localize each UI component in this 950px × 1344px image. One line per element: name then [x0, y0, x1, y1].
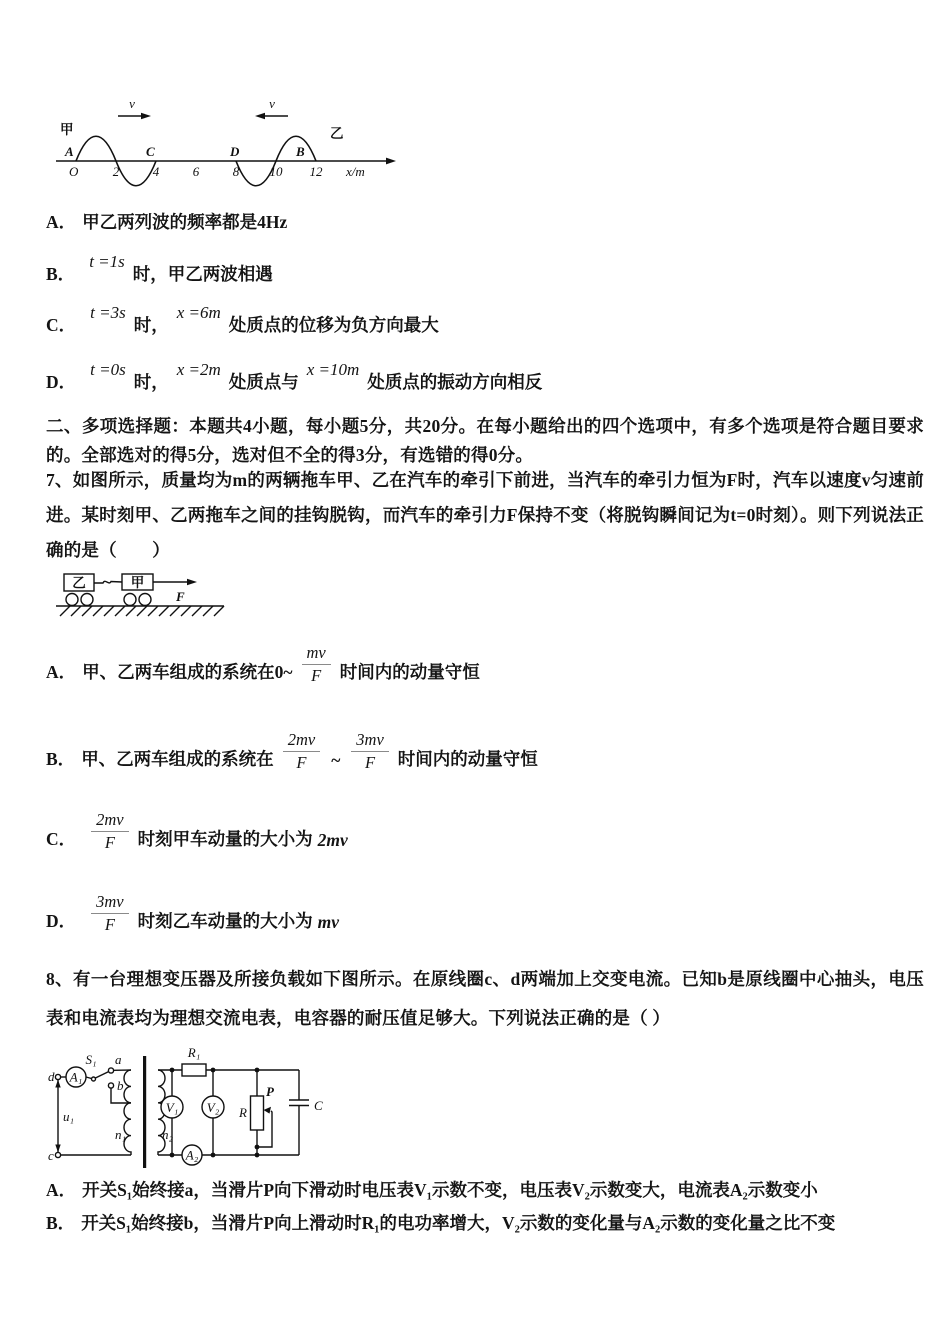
wave-jia-label: 甲 — [60, 122, 74, 137]
point-D-label: D — [230, 144, 240, 159]
slider-p-label: P — [266, 1084, 274, 1099]
terminal-b — [108, 1083, 113, 1088]
option-text: 开关S₁始终接b，当滑片P向上滑动时R₁的电功率增大，V₂示数的变化量与A₂示数的变化量之比不变 — [81, 1213, 836, 1233]
momentum-value: 2mv — [317, 829, 348, 850]
rheostat-r-label: R — [239, 1105, 247, 1120]
tick-2: 2 — [112, 164, 120, 179]
input-voltage-label: u₁ — [63, 1109, 75, 1124]
fraction-2mv-over-F: $\frac{2mv}{F}$ — [283, 731, 321, 772]
option-text: 时， — [133, 315, 169, 335]
axis-unit-label: x/m — [346, 164, 365, 179]
option-text: 时，甲乙两波相遇 — [132, 264, 273, 284]
voltage-arrow-down — [55, 1145, 60, 1153]
option-text: 时刻甲车动量的大小为 — [137, 828, 313, 849]
secondary-turns-label: n₂ — [162, 1127, 174, 1142]
wave-x-axis-arrow — [386, 158, 396, 165]
wave-figure — [48, 94, 408, 189]
coupling-hook — [94, 581, 122, 583]
q6-option-c — [46, 303, 439, 337]
tick-8: 8 — [232, 164, 240, 179]
tick-6: 6 — [192, 164, 200, 179]
terminal-a-label: a — [115, 1052, 122, 1067]
primary-coil — [124, 1070, 131, 1155]
momentum-value: mv — [317, 911, 340, 932]
q7-option-a — [46, 643, 480, 684]
terminal-c-label: c — [48, 1148, 54, 1163]
wave-yi-label: 乙 — [330, 126, 344, 141]
terminal-d — [55, 1074, 60, 1079]
option-letter: A． — [46, 661, 77, 682]
fraction-3mv-over-F: $\frac{3mv}{F}$ — [91, 893, 129, 934]
q6-option-b — [46, 252, 273, 286]
q7-option-b — [46, 730, 538, 771]
velocity-label-right: v — [129, 96, 135, 111]
force-arrow-head — [187, 579, 197, 585]
option-letter: B． — [46, 1213, 76, 1233]
terminal-b-label: b — [117, 1078, 124, 1093]
tick-4: 4 — [152, 164, 160, 179]
switch-hinge — [92, 1077, 96, 1081]
junction-dot — [170, 1153, 175, 1158]
resistor-r1-label: R₁ — [187, 1045, 201, 1060]
option-letter: D． — [46, 910, 77, 931]
switch-s1-label: S₁ — [85, 1052, 97, 1067]
option-letter: B． — [46, 264, 76, 284]
q8-stem: 8、有一台理想变压器及所接负载如下图所示。在原线圈c、d两端加上交变电流。已知b是原线圈中心抽头，电压表和电流表均为理想交流电表，电容器的耐压值足够大。下列说法正确的是（ ） — [46, 969, 924, 1028]
resistor-r1 — [182, 1064, 206, 1076]
q6-option-a — [46, 209, 287, 234]
option-text: 甲乙两列波的频率都是4Hz — [82, 212, 288, 232]
force-label: F — [176, 589, 185, 604]
option-text: 甲、乙两车组成的系统在 — [81, 748, 274, 769]
q7-option-d — [46, 892, 339, 933]
voltmeter-v2-label: V₂ — [206, 1100, 220, 1115]
rheostat-r — [251, 1096, 264, 1130]
cart-yi-wheel — [81, 594, 93, 606]
slider-arrow-head — [264, 1107, 272, 1114]
option-text: 时间内的动量守恒 — [397, 748, 538, 769]
tick-10: 10 — [269, 164, 283, 179]
point-C-label: C — [146, 144, 155, 159]
section-2-header: 二、多项选择题：本题共4小题，每小题5分，共20分。在每小题给出的四个选项中，有多个选项是符合题目要求的。全部选对的得5分，选对但不全的得3分，有选错的得0分。 — [46, 416, 924, 465]
junction-dot — [255, 1145, 260, 1150]
transformer-circuit-figure — [45, 1040, 340, 1185]
velocity-arrow-right-head — [141, 113, 151, 119]
option-letter: D． — [46, 372, 77, 392]
cart-jia-wheel — [124, 594, 136, 606]
option-text: 处质点的位移为负方向最大 — [228, 315, 439, 335]
voltmeter-v1-label: V₁ — [165, 1100, 179, 1115]
ammeter-a1-label: A₁ — [69, 1069, 83, 1085]
option-text: 处质点与 — [228, 372, 299, 392]
option-text: 甲、乙两车组成的系统在0~ — [82, 661, 293, 682]
velocity-arrow-left-head — [255, 113, 265, 119]
fraction-mv-over-F: $\frac{mv}{F}$ — [302, 644, 331, 685]
primary-turns-label: n₁ — [114, 1127, 126, 1142]
option-letter: B． — [46, 748, 76, 769]
q7-option-c — [46, 810, 348, 851]
cart-jia-label: 甲 — [130, 575, 145, 590]
q8-option-b — [46, 1210, 835, 1235]
wire — [86, 1077, 92, 1079]
junction-dot — [211, 1153, 216, 1158]
origin-label: O — [69, 164, 79, 179]
option-letter: A． — [46, 212, 77, 232]
option-letter: A． — [46, 1180, 77, 1200]
terminal-c — [55, 1152, 60, 1157]
fraction-2mv-over-F: $\frac{2mv}{F}$ — [91, 811, 129, 852]
option-text: 时， — [133, 372, 169, 392]
terminal-d-label: d — [48, 1069, 55, 1084]
option-text: 时刻乙车动量的大小为 — [137, 910, 313, 931]
cart-jia-wheel — [139, 594, 151, 606]
point-A-label: A — [65, 144, 74, 159]
capacitor-c-label: C — [314, 1098, 323, 1113]
q6-option-d — [46, 360, 543, 394]
formula-t1s: t =1s — [89, 252, 125, 271]
trailer-figure — [56, 570, 236, 622]
option-letter: C． — [46, 315, 77, 335]
option-letter: C． — [46, 828, 77, 849]
q7-stem: 7、如图所示，质量均为m的两辆拖车甲、乙在汽车的牵引下前进，当汽车的牵引力恒为F时，汽车以速度v匀速前进。某时刻甲、乙两拖车之间的挂钩脱钩，而汽车的牵引力F保持不变（将脱钩瞬间记为t=0时刻）。则下列说法正确的是（ ） — [46, 470, 924, 560]
formula-x2m: x =2m — [176, 360, 221, 379]
formula-x6m: x =6m — [176, 303, 221, 322]
formula-t3s: t =3s — [90, 303, 126, 322]
velocity-label-left: v — [269, 96, 275, 111]
tick-12: 12 — [309, 164, 323, 179]
tilde: ~ — [331, 749, 341, 770]
ground-hatching — [60, 606, 224, 616]
point-B-label: B — [296, 144, 305, 159]
transformer-core — [143, 1056, 146, 1168]
formula-x10m: x =10m — [306, 360, 360, 379]
option-text: 处质点的振动方向相反 — [367, 372, 543, 392]
q8-option-a — [46, 1177, 818, 1202]
voltage-arrow-up — [55, 1080, 60, 1088]
fraction-3mv-over-F: $\frac{3mv}{F}$ — [351, 731, 389, 772]
cart-yi-label: 乙 — [72, 575, 86, 591]
option-text: 时间内的动量守恒 — [339, 661, 480, 682]
ammeter-a2-label: A₂ — [185, 1147, 199, 1163]
option-text: 开关S₁始终接a，当滑片P向下滑动时电压表V₁示数不变，电压表V₂示数变大，电流表A₂示数变小 — [82, 1180, 818, 1200]
formula-t0s: t =0s — [90, 360, 126, 379]
terminal-a — [108, 1068, 113, 1073]
cart-yi-wheel — [66, 594, 78, 606]
switch-arm — [95, 1072, 108, 1078]
